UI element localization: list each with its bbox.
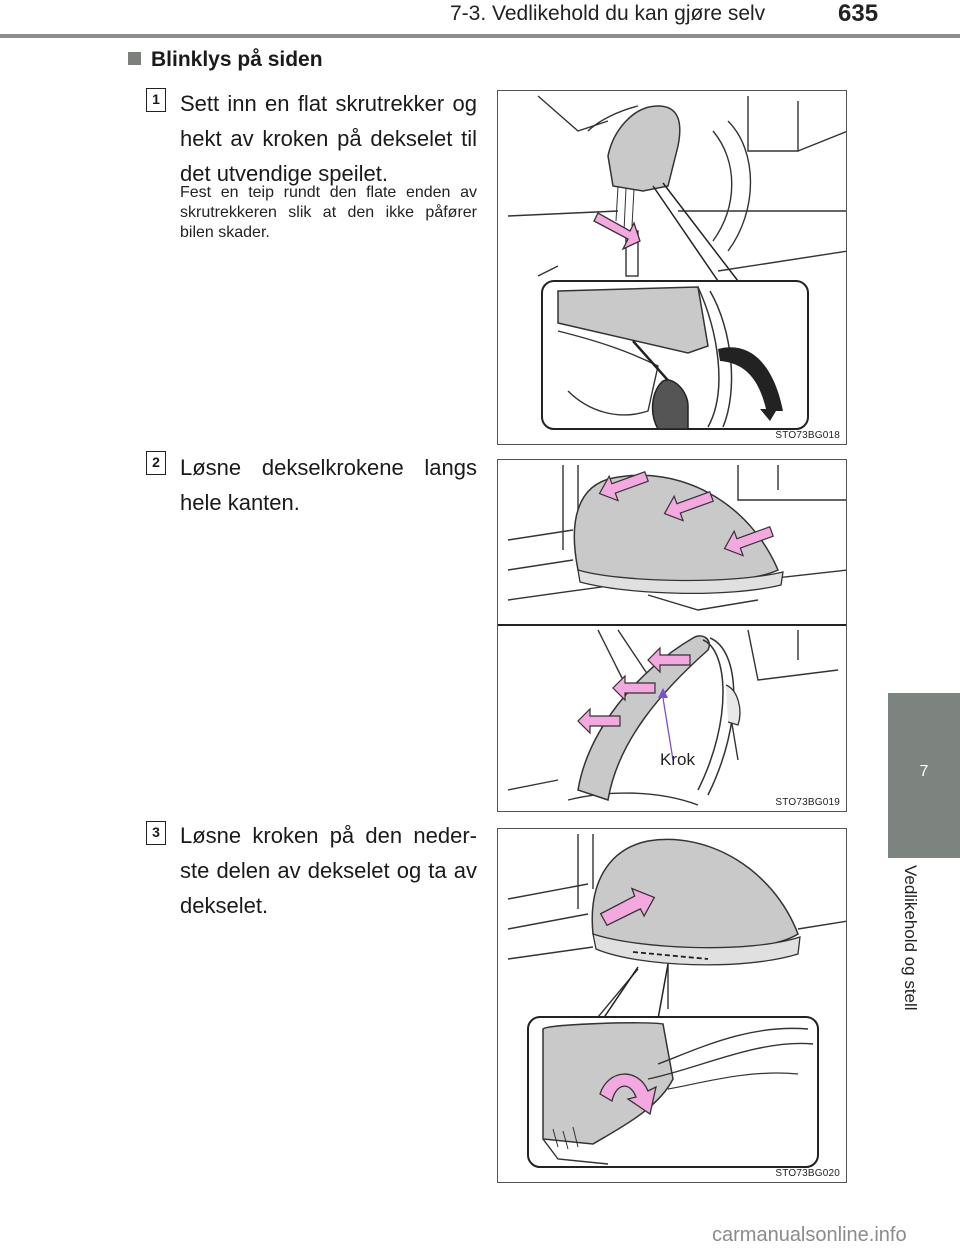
- section-title-text: Blinklys på siden: [151, 48, 323, 71]
- step-1-note: Fest en teip rundt den flate enden av skrutrekkeren slik at den ikke påfører bilen skader.: [180, 184, 477, 241]
- step-2-text: Løsne dekselkrokene langs hele kanten.: [180, 455, 477, 515]
- chapter-number: 7: [919, 763, 929, 780]
- figure-step-1: [497, 90, 847, 445]
- page-number: 635: [838, 0, 879, 27]
- square-bullet-icon: [128, 52, 141, 65]
- step-3-text: Løsne kroken på den neder-ste delen av dekselet og ta av dekselet.: [180, 823, 477, 918]
- figure-code-2: STO73BG019: [775, 797, 840, 808]
- chapter-label: [880, 865, 940, 1011]
- step-1-text: Sett inn en flat skrutrekker og hekt av kroken på dekselet til det utvendige speilet.: [180, 91, 477, 186]
- chapter-label-text: Vedlikehold og stell: [901, 865, 920, 1011]
- header-section-title: 7-3. Vedlikehold du kan gjøre selv: [450, 2, 766, 25]
- section-title: [128, 48, 323, 72]
- mirror-cover-hooks-illustration: [498, 460, 847, 812]
- watermark: carmanualsonline.info: [712, 1224, 907, 1246]
- step-number-1: 1: [146, 88, 166, 112]
- header-divider: [0, 34, 960, 38]
- chapter-tab: [888, 693, 960, 858]
- figure-step-3: [497, 828, 847, 1183]
- mirror-screwdriver-illustration: [498, 91, 847, 445]
- mirror-cover-removal-illustration: [498, 829, 847, 1183]
- figure-code-1: STO73BG018: [775, 430, 840, 441]
- figure-code-3: STO73BG020: [775, 1168, 840, 1179]
- figure-label-krok: Krok: [660, 750, 695, 769]
- step-number-3: 3: [146, 821, 166, 845]
- figure-step-2: [497, 459, 847, 812]
- step-number-2: 2: [146, 451, 166, 475]
